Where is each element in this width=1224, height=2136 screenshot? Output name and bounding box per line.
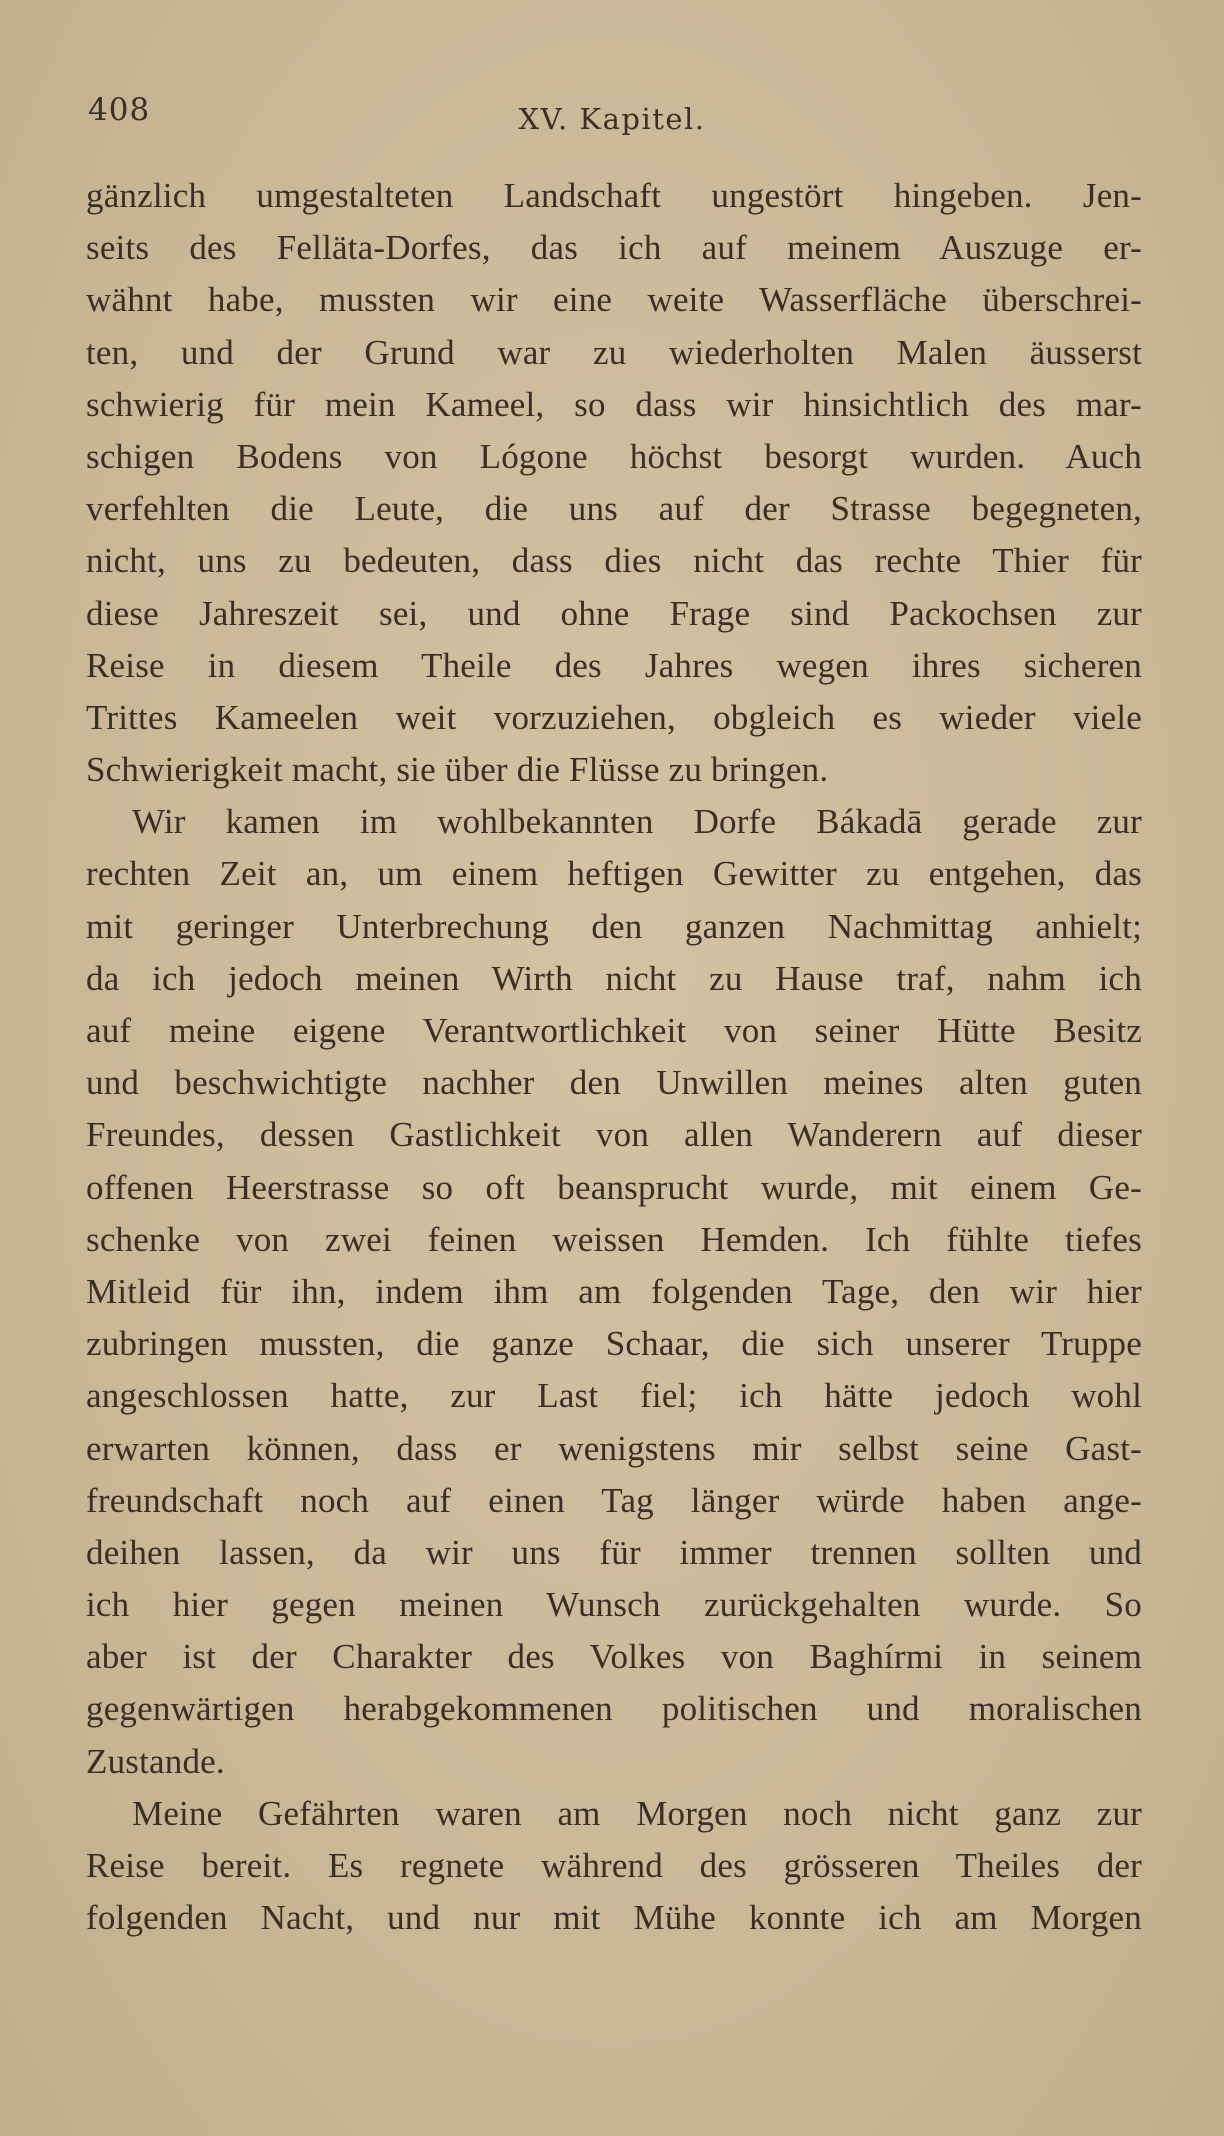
text-line: Reise in diesem Theile des Jahres wegen ihres sicheren bbox=[86, 645, 1142, 685]
text-line: mit geringer Unterbrechung den ganzen Nachmittag anhielt; bbox=[86, 906, 1142, 946]
text-line: Wir kamen im wohlbekannten Dorfe Bákadā gerade zur bbox=[132, 802, 1142, 842]
text-line: Freundes, dessen Gastlichkeit von allen Wanderern auf dieser bbox=[86, 1115, 1142, 1155]
text-line: da ich jedoch meinen Wirth nicht zu Hause traf, nahm ich bbox=[86, 958, 1142, 998]
text-line: schwierig für mein Kameel, so dass wir hinsichtlich des mar- bbox=[86, 384, 1142, 424]
text-line: folgenden Nacht, und nur mit Mühe konnte ich am Morgen bbox=[86, 1898, 1142, 1938]
text-line: seits des Felläta-Dorfes, das ich auf meinem Auszuge er- bbox=[86, 228, 1142, 268]
text-line: rechten Zeit an, um einem heftigen Gewitter zu entgehen, das bbox=[86, 854, 1142, 894]
text-line: gegenwärtigen herabgekommenen politischen und moralischen bbox=[86, 1689, 1142, 1729]
text-line: aber ist der Charakter des Volkes von Baghírmi in seinem bbox=[86, 1637, 1142, 1677]
body-text bbox=[86, 170, 1142, 1944]
text-line: diese Jahreszeit sei, und ohne Frage sind Packochsen zur bbox=[86, 593, 1142, 633]
text-line: schigen Bodens von Lógone höchst besorgt wurden. Auch bbox=[86, 436, 1142, 476]
text-line: zubringen mussten, die ganze Schaar, die sich unserer Truppe bbox=[86, 1324, 1142, 1364]
page-number: 408 bbox=[88, 92, 151, 128]
text-line: Mitleid für ihn, indem ihm am folgenden Tage, den wir hier bbox=[86, 1271, 1142, 1311]
text-line: deihen lassen, da wir uns für immer trennen sollten und bbox=[86, 1532, 1142, 1572]
text-line: Reise bereit. Es regnete während des grösseren Theiles der bbox=[86, 1846, 1142, 1885]
text-line: schenke von zwei feinen weissen Hemden. Ich fühlte tiefes bbox=[86, 1219, 1142, 1259]
text-line: angeschlossen hatte, zur Last fiel; ich hätte jedoch wohl bbox=[86, 1376, 1142, 1416]
text-line: erwarten können, dass er wenigstens mir selbst seine Gast- bbox=[86, 1428, 1142, 1468]
text-line: offenen Heerstrasse so oft beansprucht wurde, mit einem Ge- bbox=[86, 1167, 1142, 1207]
text-line: Schwierigkeit macht, sie über die Flüsse zu bringen. bbox=[86, 750, 829, 790]
text-line: freundschaft noch auf einen Tag länger würde haben ange- bbox=[86, 1480, 1142, 1520]
running-head-chapter: XV. Kapitel. bbox=[518, 102, 706, 136]
text-line: gänzlich umgestalteten Landschaft ungestört hingeben. Jen- bbox=[86, 176, 1142, 215]
text-line: auf meine eigene Verantwortlichkeit von seiner Hütte Besitz bbox=[86, 1011, 1142, 1050]
text-line: verfehlten die Leute, die uns auf der Strasse begegneten, bbox=[86, 489, 1142, 529]
text-line: nicht, uns zu bedeuten, dass dies nicht das rechte Thier für bbox=[86, 541, 1142, 581]
text-line: Zustande. bbox=[86, 1741, 225, 1781]
text-line: Meine Gefährten waren am Morgen noch nicht ganz zur bbox=[132, 1793, 1142, 1833]
text-line: ich hier gegen meinen Wunsch zurückgehalten wurde. So bbox=[86, 1585, 1142, 1625]
text-line: und beschwichtigte nachher den Unwillen meines alten guten bbox=[86, 1063, 1142, 1103]
text-line: ten, und der Grund war zu wiederholten Malen äusserst bbox=[86, 332, 1142, 372]
text-line: Trittes Kameelen weit vorzuziehen, obgleich es wieder viele bbox=[86, 697, 1142, 737]
text-line: wähnt habe, mussten wir eine weite Wasserfläche überschrei- bbox=[86, 280, 1142, 320]
